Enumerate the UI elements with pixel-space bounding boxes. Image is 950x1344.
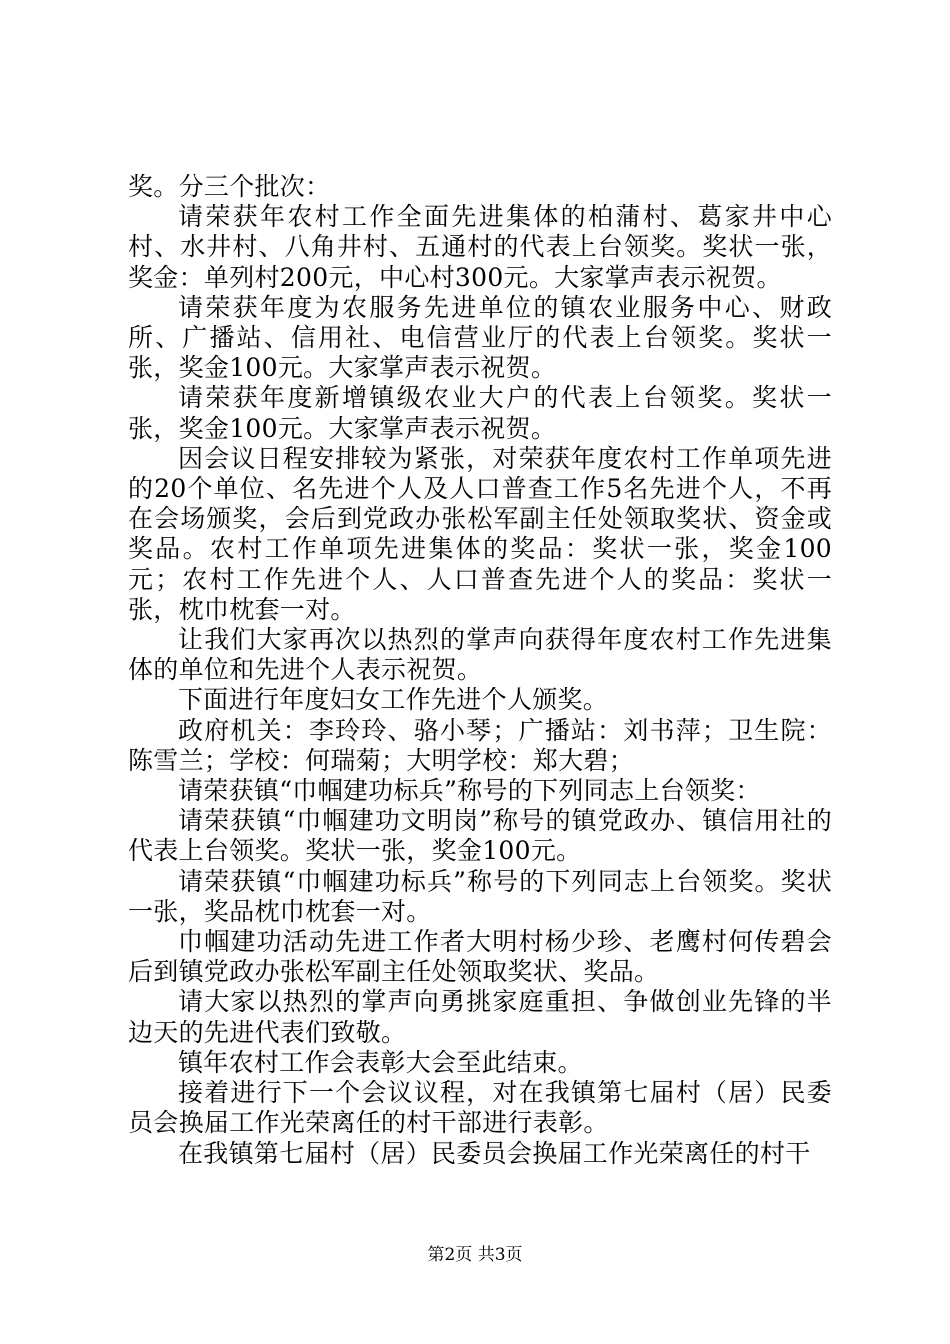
paragraph-14: 镇年农村工作会表彰大会至此结束。 — [178, 1047, 583, 1077]
paragraph-4: 请荣获年度新增镇级农业大户的代表上台领奖。奖状一张，奖金100元。大家掌声表示祝贺。 — [128, 383, 832, 443]
paragraph-1: 奖。分三个批次： — [128, 172, 331, 201]
paragraph-10: 请荣获镇“巾帼建功文明岗”称号的镇党政办、镇信用社的代表上台领奖。奖状一张，奖金100元。 — [128, 806, 832, 866]
paragraph-9: 请荣获镇“巾帼建功标兵”称号的下列同志上台领奖： — [178, 776, 761, 806]
paragraph-2: 请荣获年农村工作全面先进集体的柏蒲村、葛家井中心村、水井村、八角井村、五通村的代表上台领奖。奖状一张，奖金：单列村200元，中心村300元。大家掌声表示祝贺。 — [128, 202, 832, 292]
paragraph-13: 请大家以热烈的掌声向勇挑家庭重担、争做创业先锋的半边天的先进代表们致敬。 — [128, 987, 832, 1047]
paragraph-15: 接着进行下一个会议议程，对在我镇第七届村（居）民委员会换届工作光荣离任的村干部进行表彰。 — [128, 1078, 832, 1138]
paragraph-12: 巾帼建功活动先进工作者大明村杨少珍、老鹰村何传碧会后到镇党政办张松军副主任处领取奖状、奖品。 — [128, 927, 832, 987]
paragraph-6: 让我们大家再次以热烈的掌声向获得年度农村工作先进集体的单位和先进个人表示祝贺。 — [128, 625, 832, 685]
paragraph-5: 因会议日程安排较为紧张，对荣获年度农村工作单项先进的20个单位、名先进个人及人口普查工作5名先进个人，不再在会场颁奖，会后到党政办张松军副主任处领取奖状、资金或奖品。农村工作单项先进集体的奖品：奖状一张，奖金100元；农村工作先进个人、人口普查先进个人的奖品：奖状一张，枕巾枕套一对。 — [128, 443, 832, 624]
paragraph-11: 请荣获镇“巾帼建功标兵”称号的下列同志上台领奖。奖状一张，奖品枕巾枕套一对。 — [128, 866, 832, 926]
page-number-footer: 第2页 共3页 — [427, 1245, 523, 1265]
paragraph-16: 在我镇第七届村（居）民委员会换届工作光荣离任的村干 — [178, 1138, 811, 1168]
paragraph-8: 政府机关：李玲玲、骆小琴；广播站：刘书萍；卫生院：陈雪兰；学校：何瑞菊；大明学校：郑大碧； — [128, 715, 832, 775]
paragraph-7: 下面进行年度妇女工作先进个人颁奖。 — [178, 685, 609, 715]
paragraph-3: 请荣获年度为农服务先进单位的镇农业服务中心、财政所、广播站、信用社、电信营业厅的代表上台领奖。奖状一张，奖金100元。大家掌声表示祝贺。 — [128, 292, 832, 383]
document-body — [128, 172, 832, 1169]
